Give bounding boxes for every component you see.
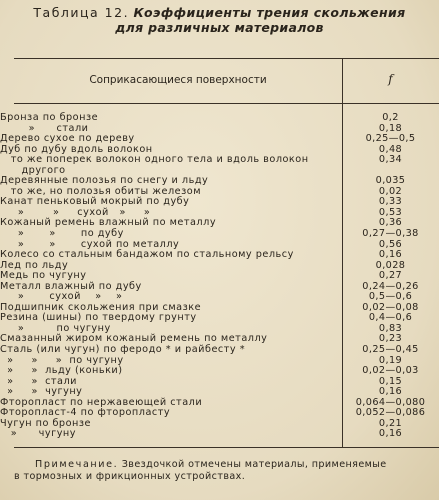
coefficient-cell: 0,24—0,26 — [362, 280, 419, 292]
material-cell: то же, но полозья обиты железом — [0, 185, 202, 197]
coefficient-cell: 0,36 — [378, 217, 403, 229]
coefficient-cell: 0,16 — [378, 386, 403, 398]
coefficient-cell: 0,035 — [375, 175, 406, 187]
table-name: Коэффициенты трения скольжения — [133, 5, 406, 20]
material-cell: Смазанный жиром кожаный ремень по металлу — [0, 333, 268, 345]
coefficient-cell: 0,064—0,080 — [355, 396, 426, 408]
coefficient-cell: 0,15 — [378, 375, 403, 387]
coefficient-cell: 0,21 — [378, 417, 403, 429]
material-cell: » » стали — [0, 375, 77, 387]
header-bottom-border — [14, 103, 439, 104]
header-surfaces: Соприкасающиеся поверхности — [89, 74, 267, 86]
header-coefficient: f — [388, 72, 393, 86]
table-row — [0, 229, 439, 240]
coefficient-cell: 0,028 — [375, 259, 406, 271]
material-cell: то же поперек волокон одного тела и вдоль волокон — [0, 154, 309, 166]
footnote-text-line1: Звездочкой отмечены материалы, применяемые — [118, 459, 387, 470]
coefficient-cell: 0,48 — [378, 143, 403, 155]
material-cell: » » сухой » » — [0, 206, 151, 218]
material-cell: » » сухой по металлу — [0, 238, 180, 250]
coefficient-cell: 0,2 — [382, 112, 399, 123]
footnote-label: Примечание. — [35, 459, 119, 470]
material-cell: » чугуну — [0, 428, 76, 440]
coefficient-cell: 0,02—0,08 — [362, 301, 419, 313]
footnote — [35, 459, 439, 471]
coefficient-cell: 0,18 — [378, 122, 403, 134]
material-cell: Дуб по дубу вдоль волокон — [0, 143, 153, 155]
material-cell: Подшипник скольжения при смазке — [0, 301, 202, 313]
material-cell: Фторопласт-4 по фторопласту — [0, 407, 171, 419]
table-top-border — [14, 58, 439, 59]
coefficient-cell: 0,53 — [378, 206, 403, 218]
material-cell: другого — [0, 164, 66, 176]
coefficient-cell: 0,052—0,086 — [355, 407, 426, 419]
material-cell: Канат пеньковый мокрый по дубу — [0, 196, 190, 208]
coefficient-cell: 0,25—0,5 — [365, 133, 416, 145]
material-cell: » по чугуну — [0, 322, 111, 334]
material-cell: » сухой » » — [0, 291, 123, 303]
material-cell: Фторопласт по нержавеющей стали — [0, 396, 203, 408]
coefficient-cell: 0,5—0,6 — [368, 291, 413, 303]
coefficient-cell: 0,25—0,45 — [362, 344, 419, 356]
coefficient-cell: 0,19 — [378, 354, 403, 366]
material-cell: Бронза по бронзе — [0, 112, 99, 123]
coefficient-cell: 0,33 — [378, 196, 403, 208]
coefficient-cell: 0,27—0,38 — [362, 228, 419, 240]
material-cell: Медь по чугуну — [0, 270, 87, 282]
coefficient-cell: 0,02 — [378, 185, 403, 197]
coefficient-cell: 0,4—0,6 — [368, 312, 413, 324]
coefficient-cell: 0,02—0,03 — [362, 365, 419, 377]
table-body — [0, 113, 439, 440]
material-cell: Кожаный ремень влажный по металлу — [0, 217, 217, 229]
material-cell: » » льду (коньки) — [0, 365, 123, 377]
coefficient-cell: 0,34 — [378, 154, 403, 166]
table-number: Таблица 12. — [33, 5, 130, 20]
coefficient-cell: 0,16 — [378, 249, 403, 261]
material-cell: Деревянные полозья по снегу и льду — [0, 175, 209, 187]
coefficient-cell: 0,27 — [378, 270, 403, 282]
material-cell: » » по дубу — [0, 228, 124, 240]
table-row — [0, 113, 439, 124]
coefficient-cell: 0,16 — [378, 428, 403, 440]
material-cell: Резина (шины) по твердому грунту — [0, 312, 197, 324]
material-cell: Колесо со стальным бандажом по стальному рельсу — [0, 249, 294, 261]
table-bottom-border — [14, 447, 439, 448]
table-subtitle: для различных материалов — [115, 20, 324, 35]
table-row — [0, 345, 439, 356]
material-cell: » » » по чугуну — [0, 354, 124, 366]
table-row — [0, 429, 439, 440]
material-cell: Лед по льду — [0, 259, 69, 271]
coefficient-cell: 0,23 — [378, 333, 403, 345]
coefficient-cell: 0,56 — [378, 238, 403, 250]
table-title — [0, 6, 439, 20]
material-cell: Дерево сухое по дереву — [0, 133, 135, 145]
material-cell: » » чугуну — [0, 386, 83, 398]
material-cell: Металл влажный по дубу — [0, 280, 142, 292]
material-cell: Сталь (или чугун) по феродо * и райбесту * — [0, 344, 246, 356]
material-cell: » стали — [0, 122, 89, 134]
table-row — [0, 155, 439, 166]
footnote-text-line2: в тормозных и фрикционных устройствах. — [14, 471, 246, 482]
material-cell: Чугун по бронзе — [0, 417, 91, 429]
coefficient-cell: 0,83 — [378, 322, 403, 334]
